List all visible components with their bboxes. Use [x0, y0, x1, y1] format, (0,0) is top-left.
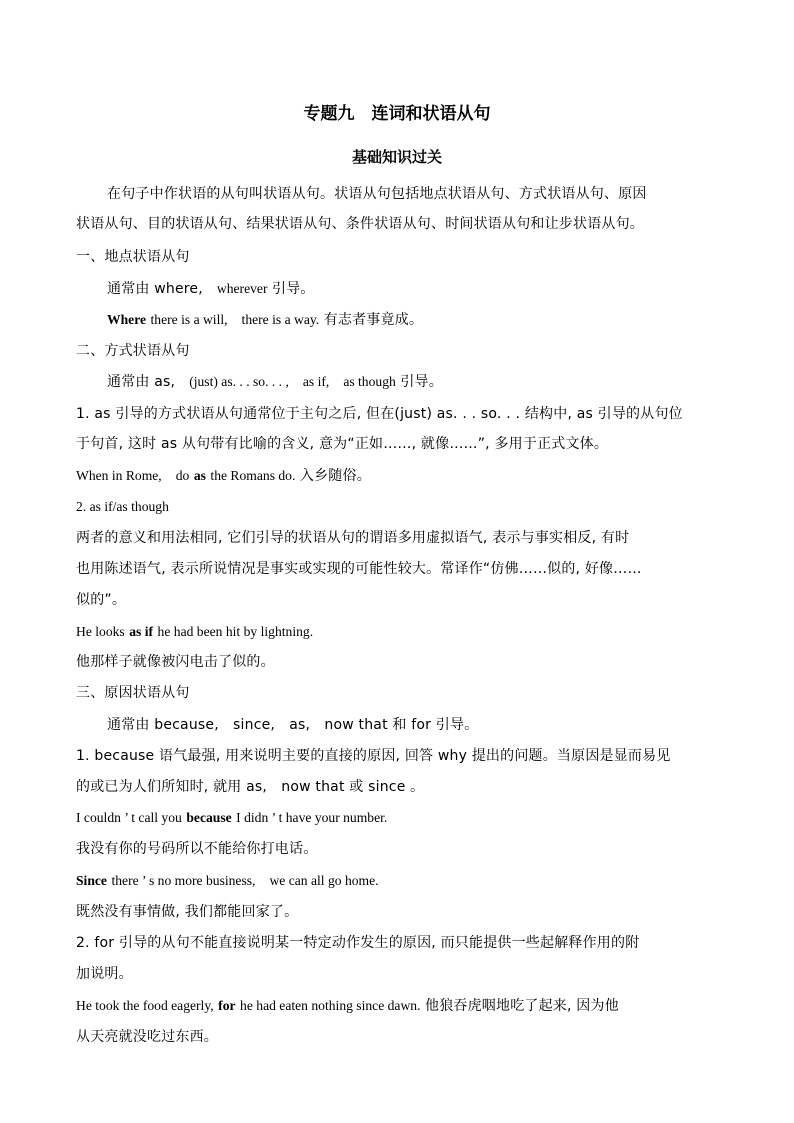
manner-ex1-c: the Romans do.: [210, 468, 296, 483]
manner-ex1-bold: as: [193, 468, 206, 483]
reason-ex3-bold: for: [218, 998, 236, 1013]
reason-example-2: [76, 871, 379, 891]
manner-ex1-translation: 入乡随俗。: [299, 468, 371, 484]
manner-point2-line2: 也用陈述语气, 表示所说情况是事实或实现的可能性较大。常译作“仿佛……似的, 好像……: [76, 561, 642, 577]
reason-point2-line2: 加说明。: [76, 966, 133, 982]
manner-usage-c: as if,: [302, 374, 330, 389]
manner-point2-heading: 2. as if/as though: [76, 499, 169, 514]
reason-ex3-translation-b: 从天亮就没吃过东西。: [76, 1029, 218, 1045]
place-usage-b: wherever: [216, 281, 268, 296]
reason-usage: 通常由 because, since, as, now that 和 for 引导。: [107, 717, 479, 733]
reason-ex1-translation: 我没有你的号码所以不能给你打电话。: [76, 841, 318, 857]
manner-usage-a: 通常由 as,: [107, 374, 176, 390]
place-example-text-a: there is a will,: [150, 312, 228, 327]
place-example-translation: 有志者事竟成。: [323, 312, 424, 328]
manner-ex2-bold: as if: [129, 624, 154, 639]
reason-ex2-b: we can all go home.: [269, 873, 379, 888]
manner-ex1-a: When in Rome,: [76, 468, 162, 483]
intro-line-2: 状语从句、目的状语从句、结果状语从句、条件状语从句、时间状语从句和让步状语从句。: [76, 216, 644, 232]
manner-example-2: [76, 622, 313, 642]
place-example: [107, 310, 423, 330]
reason-point1-line2: 的或已为人们所知时, 就用 as, now that 或 since 。: [76, 779, 425, 795]
place-example-text-b: there is a way.: [241, 312, 320, 327]
place-example-bold: Where: [107, 312, 147, 327]
intro-line-1: 在句子中作状语的从句叫状语从句。状语从句包括地点状语从句、方式状语从句、原因: [107, 186, 647, 202]
reason-ex1-a: I couldn ’ t call you: [76, 810, 182, 825]
manner-point1-line1: 1. as 引导的方式状语从句通常位于主句之后, 但在(just) as. . . so. . . 结构中, as 引导的从句位: [76, 406, 683, 422]
reason-example-1: [76, 808, 387, 828]
manner-usage-e: 引导。: [400, 374, 443, 390]
manner-usage-b: (just) as. . . so. . . ,: [189, 374, 289, 389]
reason-ex3-b: he had eaten nothing since dawn.: [240, 998, 421, 1013]
manner-usage-d: as though: [343, 374, 396, 389]
page-title: 专题九 连词和状语从句: [303, 104, 491, 124]
reason-point1-line1: 1. because 语气最强, 用来说明主要的直接的原因, 回答 why 提出的问题。当原因是显而易见: [76, 748, 671, 764]
section-subtitle: 基础知识过关: [351, 148, 442, 166]
place-usage-c: 引导。: [272, 281, 315, 297]
heading-reason-clause: 三、原因状语从句: [76, 685, 190, 701]
place-usage: [107, 279, 315, 299]
manner-example-1: [76, 466, 371, 486]
reason-ex1-bold: because: [186, 810, 232, 825]
reason-ex3-a: He took the food eagerly,: [76, 998, 214, 1013]
manner-point2-line3: 似的”。: [76, 592, 127, 608]
place-usage-a: 通常由 where,: [107, 281, 203, 297]
heading-place-clause: 一、地点状语从句: [76, 249, 190, 265]
manner-point1-line2: 于句首, 这时 as 从句带有比喻的含义, 意为“正如……, 就像……”, 多用于正式文体。: [76, 436, 609, 452]
manner-usage: [107, 372, 443, 392]
manner-ex2-translation: 他那样子就像被闪电击了似的。: [76, 654, 275, 670]
manner-ex2-b: he had been hit by lightning.: [157, 624, 314, 639]
reason-point2-line1: 2. for 引导的从句不能直接说明某一特定动作发生的原因, 而只能提供一些起解释作用的附: [76, 935, 640, 951]
reason-ex2-bold: Since: [76, 873, 107, 888]
manner-ex2-a: He looks: [76, 624, 125, 639]
heading-manner-clause: 二、方式状语从句: [76, 343, 190, 359]
manner-ex1-b: do: [175, 468, 190, 483]
reason-example-3: [76, 996, 619, 1016]
manner-point2-line1: 两者的意义和用法相同, 它们引导的状语从句的谓语多用虚拟语气, 表示与事实相反, 有时: [76, 530, 630, 546]
reason-ex3-translation-a: 他狼吞虎咽地吃了起来, 因为他: [425, 998, 619, 1014]
reason-ex2-translation: 既然没有事情做, 我们都能回家了。: [76, 904, 299, 920]
reason-ex2-a: there ’ s no more business,: [111, 873, 256, 888]
reason-ex1-b: I didn ’ t have your number.: [236, 810, 388, 825]
